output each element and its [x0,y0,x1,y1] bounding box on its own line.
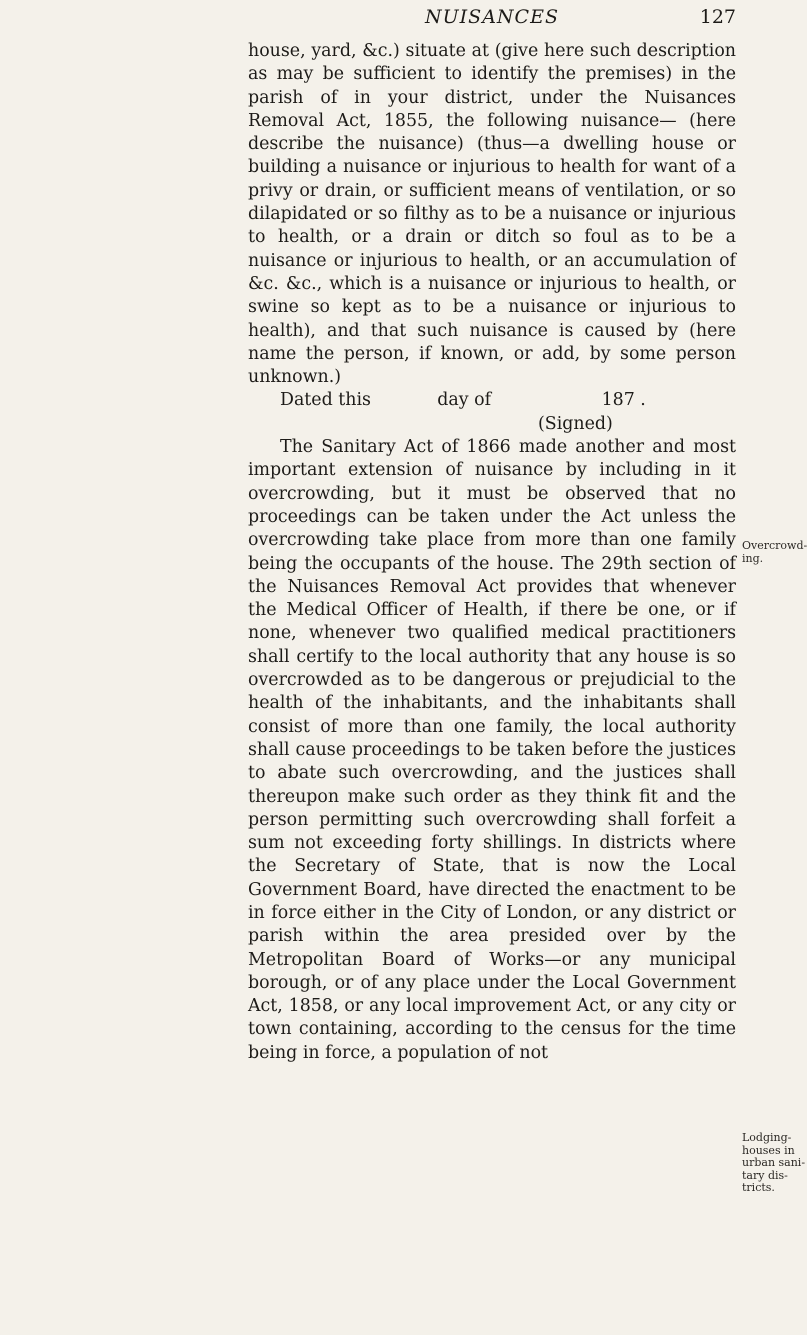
page-number: 127 [699,6,736,28]
dated-line: Dated this day of 187 . [280,390,646,411]
sidenote-line: tricts. [742,1181,775,1194]
sidenote-line: ing. [742,551,764,565]
sidenote-line: tary dis- [742,1168,788,1182]
signed-line: (Signed) [538,413,613,434]
sidenote-lodging-houses [742,1131,806,1195]
sidenote-line: Overcrowd- [742,539,807,552]
sidenote-line: houses in [742,1143,795,1157]
body-text [248,40,736,1065]
running-head [248,2,736,32]
paragraph-sanitary-act: The Sanitary Act of 1866 made another and most important extension of nuisance by including in it overcrowding, but it must be observed that no proceedings can be taken under the Act unless the overcrowding take place from more than one family being the occupants of the house. The 29th section of the Nuisances Removal Act provides that whenever the Medical Officer of Health, if there be one, or if none, whenever two qualified medical practitioners shall certify to the local authority that any house is so overcrowded as to be dangerous or prejudicial to the health of the inhabitants, and the inhabitants shall consist of more than one family, the local authority shall cause proceedings to be taken before the justices to abate such overcrowding, and the justices shall thereupon make such order as they think fit and the person permitting such overcrowding shall forfeit a sum not exceeding forty shillings. In districts where the Secretary of State, that is now the Local Government Board, have directed the enactment to be in force either in the City of London, or any district or parish within the area presided over by the Metropolitan Board of Works—or any municipal borough, or of any place under the Local Government Act, 1858, or any local improvement Act, or any city or town containing, according to the census for the time being in force, a population of not [248,437,736,1063]
running-title: NUISANCES [425,6,559,28]
paragraph-notice-form: house, yard, &c.) situate at (give here such description as may be sufficient to identify the premises) in the parish of in your district, under the Nuisances Removal Act, 1855, the following nuisance— (here describe the nuisance) (thus—a dwelling house or building a nuisance or injurious to health for want of a privy or drain, or sufficient means of ventilation, or so dilapidated or so filthy as to be a nuisance or injurious to health, or a drain or ditch so foul as to be a nuisance or injurious to health, or an accumulation of &c. &c., which is a nuisance or injurious to health, or swine so kept as to be a nuisance or injurious to health), and that such nuisance is caused by (here name the person, if known, or add, by some person unknown.) [248,41,736,388]
sidenote-overcrowding [742,539,807,565]
sidenote-line: Lodging- [742,1131,792,1144]
sidenote-line: urban sani- [742,1156,806,1169]
